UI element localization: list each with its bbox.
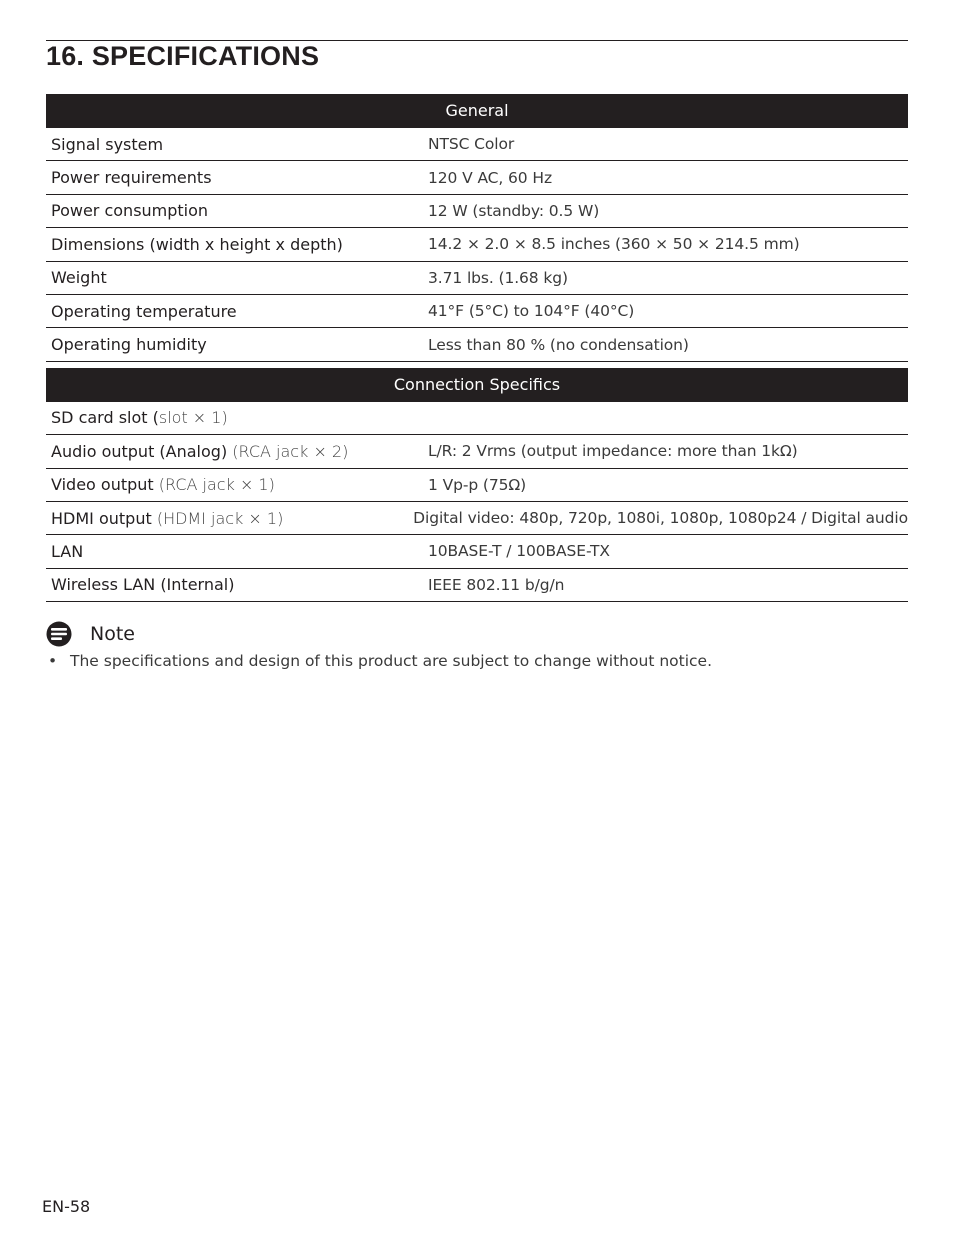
spec-label-detail: slot × 1) bbox=[158, 408, 228, 428]
spec-value: 120 V AC, 60 Hz bbox=[428, 168, 552, 187]
page-number: EN-58 bbox=[42, 1197, 91, 1216]
spec-label bbox=[46, 442, 428, 461]
table-row bbox=[46, 228, 908, 261]
spec-value: IEEE 802.11 b/g/n bbox=[428, 575, 565, 594]
spec-value: 12 W (standby: 0.5 W) bbox=[428, 201, 600, 220]
note-title: Note bbox=[90, 623, 135, 645]
spec-value: L/R: 2 Vrms (output impedance: more than 1kΩ) bbox=[428, 442, 798, 461]
table-row bbox=[46, 295, 908, 328]
table-row bbox=[46, 469, 908, 502]
table-row bbox=[46, 435, 908, 468]
note-header bbox=[46, 619, 908, 649]
list-item bbox=[46, 652, 908, 670]
spec-label-main: HDMI output bbox=[51, 508, 152, 528]
spec-label: Power consumption bbox=[51, 201, 209, 221]
spec-label: Weight bbox=[51, 268, 107, 288]
spec-value: 14.2 × 2.0 × 8.5 inches (360 × 50 × 214.5 mm) bbox=[428, 235, 800, 254]
spec-label bbox=[46, 408, 428, 427]
table-row bbox=[46, 502, 908, 535]
spec-value: 41°F (5°C) to 104°F (40°C) bbox=[428, 302, 635, 321]
bullet: • bbox=[48, 652, 58, 670]
spec-value: Digital video: 480p, 720p, 1080i, 1080p, 1080p24 / Digital audio bbox=[413, 509, 908, 528]
note-block bbox=[46, 619, 908, 670]
spec-label-main: Video output bbox=[51, 475, 154, 495]
spec-label: Power requirements bbox=[51, 168, 212, 188]
table-row bbox=[46, 402, 908, 435]
spec-value: NTSC Color bbox=[428, 135, 515, 154]
spec-label bbox=[46, 542, 428, 561]
spec-value: Less than 80 % (no condensation) bbox=[428, 335, 689, 354]
spec-table bbox=[46, 94, 908, 602]
note-text: The specifications and design of this product are subject to change without notice. bbox=[70, 652, 712, 670]
spec-label bbox=[46, 475, 428, 494]
spec-label-main: LAN bbox=[51, 541, 84, 561]
table-row bbox=[46, 535, 908, 568]
spec-label: Signal system bbox=[51, 134, 164, 154]
section-header-general: General bbox=[46, 94, 908, 128]
table-row bbox=[46, 128, 908, 161]
spec-value: 1 Vp-p (75Ω) bbox=[428, 475, 527, 494]
table-row bbox=[46, 569, 908, 602]
table-row bbox=[46, 328, 908, 361]
spec-value: 3.71 lbs. (1.68 kg) bbox=[428, 268, 568, 287]
spec-value: 10BASE-T / 100BASE-TX bbox=[428, 542, 610, 561]
note-icon bbox=[46, 621, 72, 647]
spec-label-detail: (RCA jack × 1) bbox=[153, 475, 275, 495]
spec-label bbox=[46, 509, 413, 528]
table-row bbox=[46, 195, 908, 228]
spec-label-main: SD card slot ( bbox=[51, 408, 159, 428]
spec-label bbox=[46, 575, 428, 594]
spec-label-detail: (RCA jack × 2) bbox=[227, 441, 349, 461]
spec-label: Operating temperature bbox=[51, 301, 237, 321]
spec-label-detail: (HDMI jack × 1) bbox=[151, 508, 284, 528]
spec-label: Operating humidity bbox=[51, 335, 207, 355]
table-row bbox=[46, 262, 908, 295]
page-title: 16. SPECIFICATIONS bbox=[46, 41, 320, 71]
section-header-connection: Connection Specifics bbox=[46, 368, 908, 402]
spec-label: Dimensions (width x height x depth) bbox=[51, 234, 343, 254]
table-row bbox=[46, 161, 908, 194]
spec-label-main: Audio output (Analog) bbox=[51, 441, 228, 461]
spec-label-main: Wireless LAN (Internal) bbox=[51, 575, 235, 595]
